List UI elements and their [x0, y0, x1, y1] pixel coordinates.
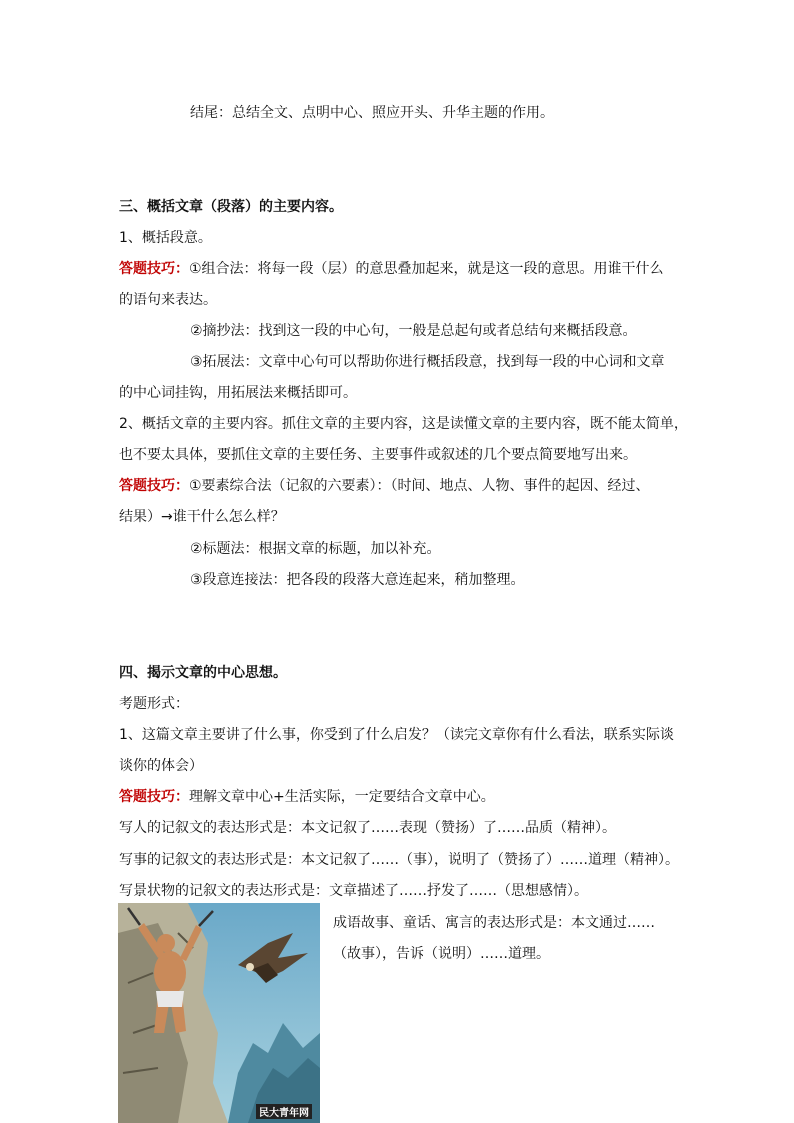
section4-heading: 四、揭示文章的中心思想。	[119, 665, 287, 681]
section3-tip1	[119, 259, 664, 279]
section3-item2: 2、概括文章的主要内容。抓住文章的主要内容，这是读懂文章的主要内容，既不能太简单，	[119, 416, 688, 432]
section3-item2-cont: 也不要太具体，要抓住文章的主要任务、主要事件或叙述的几个要点简要地写出来。	[119, 447, 637, 463]
section3-heading: 三、概括文章（段落）的主要内容。	[119, 199, 343, 215]
tip-text: 理解文章中心+生活实际，一定要结合文章中心。	[189, 789, 495, 805]
section4-p3: 写景状物的记叙文的表达形式是：文章描述了……抒发了……（思想感情）。	[119, 883, 588, 899]
prometheus-eagle-icon	[118, 903, 320, 1123]
tip-label: 答题技巧：	[119, 261, 189, 277]
section3-tip4-cont: 结果）→谁干什么怎么样？	[119, 509, 285, 525]
tip4-text: ①要素综合法（记叙的六要素）：（时间、地点、人物、事件的起因、经过、	[189, 478, 650, 494]
section4-p4-cont: （故事），告诉（说明）……道理。	[333, 946, 550, 962]
section3-tip3-cont: 的中心词挂钩，用拓展法来概括即可。	[119, 385, 357, 401]
section3-tip6: ③段意连接法：把各段的段落大意连起来，稍加整理。	[190, 572, 525, 588]
tip1-text: ①组合法：将每一段（层）的意思叠加起来，就是这一段的意思。用谁干什么	[189, 261, 664, 277]
section4-p2: 写事的记叙文的表达形式是：本文记叙了……（事），说明了（赞扬了）……道理（精神）。	[119, 852, 679, 868]
section3-tip2: ②摘抄法：找到这一段的中心句，一般是总起句或者总结句来概括段意。	[190, 323, 637, 339]
section3-tip5: ②标题法：根据文章的标题，加以补充。	[190, 541, 441, 557]
section3-item1: 1、概括段意。	[119, 230, 212, 246]
ending-note: 结尾：总结全文、点明中心、照应开头、升华主题的作用。	[190, 105, 554, 121]
section4-form: 考题形式：	[119, 696, 189, 712]
section3-tip3: ③拓展法：文章中心句可以帮助你进行概括段意，找到每一段的中心词和文章	[190, 354, 665, 370]
section3-tip1-cont: 的语句来表达。	[119, 292, 217, 308]
section4-q1: 1、这篇文章主要讲了什么事，你受到了什么启发？（读完文章你有什么看法，联系实际谈	[119, 727, 674, 743]
prometheus-illustration	[118, 903, 320, 1123]
section3-tip4	[119, 476, 650, 496]
tip-label: 答题技巧：	[119, 789, 189, 805]
section4-p1: 写人的记叙文的表达形式是：本文记叙了……表现（赞扬）了……品质（精神）。	[119, 820, 616, 836]
section4-tip	[119, 787, 495, 807]
tip-label: 答题技巧：	[119, 478, 189, 494]
section4-p4: 成语故事、童话、寓言的表达形式是：本文通过……	[333, 915, 655, 931]
section4-q1-cont: 谈你的体会）	[119, 758, 203, 774]
watermark-logo: 民大青年网	[256, 1104, 312, 1119]
